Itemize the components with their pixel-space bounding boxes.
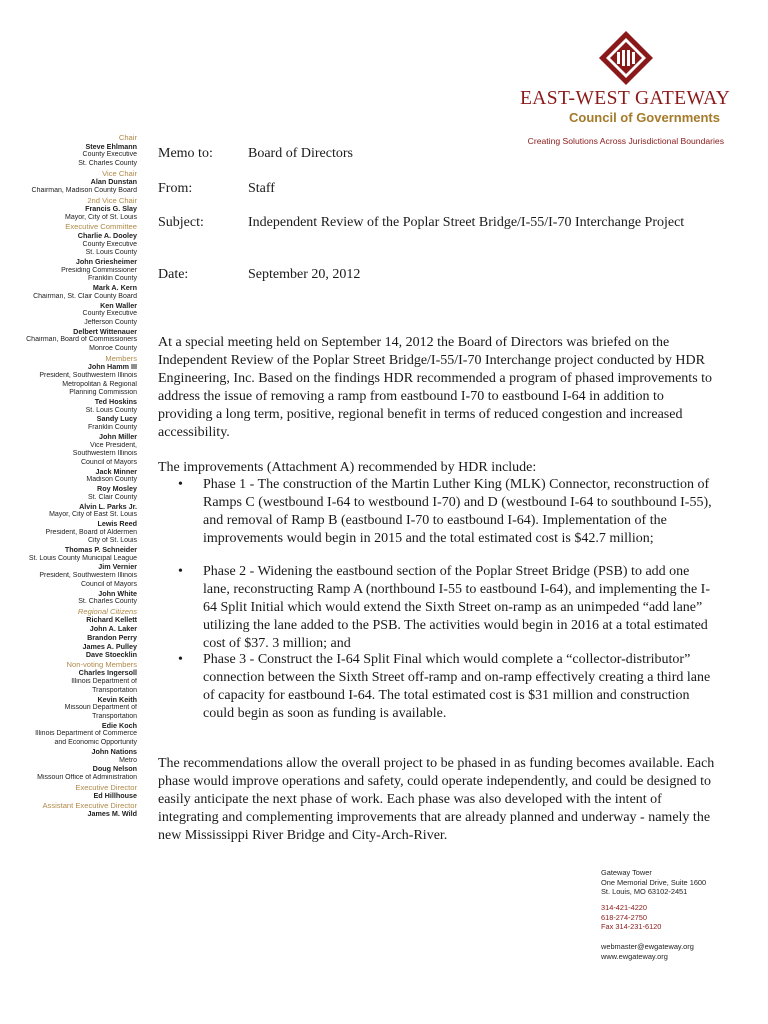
- roster-role: St. Louis County: [85, 249, 137, 257]
- roster-member-name: Mark A. Kern: [92, 284, 137, 293]
- contact-building: Gateway Tower: [601, 868, 652, 877]
- contact-fax: Fax 314-231-6120: [601, 922, 662, 932]
- roster-section-heading: Members: [105, 353, 137, 363]
- roster-role: Mayor, City of St. Louis: [65, 213, 137, 221]
- roster-role: Council of Mayors: [80, 459, 137, 466]
- roster-section-heading: Chair: [118, 133, 137, 142]
- contact-email-link[interactable]: webmaster@ewgateway.org: [601, 942, 694, 951]
- roster-role: St. Charles County: [78, 159, 137, 167]
- roster-role: Southwestern Illinois: [72, 450, 137, 458]
- roster-role: City of St. Louis: [87, 537, 137, 545]
- roster-role: Chairman, St. Clair County Board: [33, 292, 137, 300]
- roster-role: President, Southwestern Illinois: [39, 371, 137, 379]
- roster-role: Missouri Office of Administration: [37, 773, 137, 781]
- roster-role: Chairman, Board of Commissioners: [26, 336, 137, 344]
- roster-role: Mayor, City of East St. Louis: [49, 511, 137, 519]
- roster-section-heading: Executive Director: [75, 782, 137, 792]
- roster-member-name: Brandon Perry: [87, 633, 137, 642]
- roster-role: St. Charles County: [78, 598, 137, 606]
- memo-subject-label: Subject:: [158, 215, 204, 230]
- roster-member-name: John Nations: [91, 747, 137, 756]
- roster-member-name: John White: [98, 589, 137, 598]
- roster-section-heading: 2nd Vice Chair: [87, 195, 137, 205]
- roster-member-name: Ted Hoskins: [94, 398, 137, 407]
- roster-role: Monroe County: [89, 345, 137, 353]
- roster-member-name: Charles Ingersoll: [78, 669, 137, 678]
- roster-member-name: Charlie A. Dooley: [77, 231, 137, 240]
- roster-section-heading: Vice Chair: [102, 168, 137, 178]
- roster-role: Vice President,: [90, 441, 137, 449]
- roster-role: Transportation: [92, 712, 137, 720]
- roster-member-name: John Miller: [99, 432, 137, 441]
- roster-member-name: Alvin L. Parks Jr.: [79, 502, 137, 511]
- board-roster-sidebar: [0, 133, 137, 819]
- roster-role: County Executive: [82, 151, 137, 159]
- roster-role: St. Clair County: [87, 493, 137, 501]
- contact-web: [601, 942, 761, 961]
- memo-to-value: Board of Directors: [248, 146, 353, 161]
- roster-member-name: James M. Wild: [87, 810, 137, 819]
- phase-1-text: Phase 1 - The construction of the Martin Luther King (MLK) Connector, reconstruction of Ramps C (westbound I-64 to westbound I-70) and D (westbound I-64 to southbound I-55), and removal of Ramp B (eastbound I-70 to eastbound I-64). Implementation of the improvements would begin in 2015 and the total estimated cost is $42.7 million;: [203, 477, 712, 546]
- roster-member-name: Ken Waller: [100, 301, 137, 310]
- contact-phone-1: 314-421-4220: [601, 903, 648, 912]
- contact-phones: [601, 903, 761, 932]
- roster-member-name: Alan Dunstan: [90, 178, 137, 187]
- roster-member-name: Francis G. Slay: [85, 205, 137, 214]
- roster-role: Madison County: [86, 476, 137, 484]
- roster-role: Metro: [119, 756, 137, 764]
- roster-member-name: James A. Pulley: [82, 642, 137, 651]
- memo-date-label: Date:: [158, 267, 189, 282]
- memo-date-value: September 20, 2012: [248, 267, 361, 282]
- roster-member-name: Kevin Keith: [97, 695, 137, 704]
- body-paragraph-3: The recommendations allow the overall project to be phased in as funding becomes available. Each phase would improve operations and safety, could operate independently, and could be designed to easily anticipate the next phase of work. Each phase was also developed with the intent of integrating and complementing improvements that are already planned and underway - namely the new Mississippi River Bridge and City-Arch-River.: [158, 756, 715, 843]
- roster-member-name: Doug Nelson: [92, 765, 137, 774]
- roster-role: Metropolitan & Regional: [62, 380, 137, 388]
- roster-role: Presiding Commissioner: [61, 266, 137, 274]
- roster-member-name: Roy Mosley: [97, 485, 137, 494]
- roster-member-name: Jim Vernier: [98, 563, 137, 572]
- roster-role: Planning Commission: [69, 389, 137, 397]
- bullet-icon: •: [178, 652, 183, 667]
- roster-member-name: Lewis Reed: [97, 519, 137, 528]
- roster-role: Chairman, Madison County Board: [31, 186, 137, 194]
- roster-role: Illinois Department of: [71, 678, 137, 686]
- contact-address: [601, 868, 761, 897]
- roster-member-name: Jack Minner: [95, 467, 137, 476]
- roster-role: County Executive: [82, 240, 137, 248]
- contact-website-link[interactable]: www.ewgateway.org: [601, 951, 668, 961]
- roster-member-name: John Hamm III: [87, 363, 137, 372]
- roster-member-name: Sandy Lucy: [96, 415, 137, 424]
- memo-from-label: From:: [158, 181, 193, 196]
- contact-phone-2: 618-274-2750: [601, 912, 648, 922]
- phase-3-text: Phase 3 - Construct the I-64 Split Final which would complete a “collector-distributor” connection between the Sixth Street off-ramp and on-ramp effectively creating a third lane of capacity for eastbound I-64. The total estimated cost is $31 million and construction could begin as soon as funding is available.: [203, 652, 711, 721]
- roster-role: President, Southwestern Illinois: [39, 572, 137, 580]
- roster-role: Missouri Department of: [64, 704, 137, 712]
- roster-member-name: Dave Stoecklin: [85, 651, 137, 660]
- roster-member-name: John Griesheimer: [75, 258, 137, 267]
- roster-role: St. Louis County: [85, 406, 137, 414]
- roster-role: County Executive: [82, 310, 137, 318]
- org-subtitle: Council of Governments: [569, 110, 720, 125]
- memo-from-value: Staff: [248, 181, 275, 196]
- roster-role: Illinois Department of Commerce: [35, 730, 137, 738]
- roster-role: St. Louis County Municipal League: [28, 554, 137, 562]
- memo-subject-value: Independent Review of the Poplar Street Bridge/I-55/I-70 Interchange Project: [248, 215, 685, 230]
- roster-role: Franklin County: [87, 424, 137, 432]
- roster-member-name: Ed Hillhouse: [93, 792, 137, 801]
- roster-member-name: Delbert Wittenauer: [73, 327, 137, 336]
- roster-section-heading: Non-voting Members: [66, 659, 137, 669]
- roster-member-name: Thomas P. Schneider: [64, 546, 137, 555]
- body-paragraph-2: The improvements (Attachment A) recommended by HDR include:: [158, 460, 537, 475]
- contact-city: St. Louis, MO 63102-2451: [601, 887, 688, 897]
- bullet-icon: •: [178, 477, 183, 492]
- roster-role: Jefferson County: [84, 318, 137, 326]
- roster-role: and Economic Opportunity: [54, 739, 137, 747]
- roster-role: Council of Mayors: [80, 580, 137, 588]
- ewg-logo-icon: [598, 30, 654, 86]
- roster-member-name: John A. Laker: [89, 625, 137, 634]
- roster-section-heading: Assistant Executive Director: [42, 800, 137, 810]
- roster-section-heading: Regional Citizens: [77, 606, 137, 616]
- roster-section-heading: Executive Committee: [65, 222, 137, 232]
- org-name: EAST-WEST GATEWAY: [520, 88, 731, 109]
- roster-member-name: Steve Ehlmann: [85, 142, 137, 151]
- bullet-icon: •: [178, 564, 183, 579]
- roster-member-name: Richard Kellett: [86, 616, 137, 625]
- body-paragraph-1: At a special meeting held on September 14, 2012 the Board of Directors was briefed on the Independent Review of the Poplar Street Bridge/I-55/I-70 Interchange project conducted by HDR Engineering, Inc. Based on the findings HDR recommended a program of phased improvements to address the issue of removing a ramp from eastbound I-70 to eastbound I-64 in addition to providing a long term, positive, regional benefit in terms of reduced congestion and increased accessibility.: [158, 335, 713, 440]
- roster-role: President, Board of Aldermen: [45, 528, 137, 536]
- roster-role: Transportation: [92, 686, 137, 694]
- phase-2-text: Phase 2 - Widening the eastbound section of the Poplar Street Bridge (PSB) to add one lane, reconstructing Ramp A (northbound I-55 to eastbound I-64), and implementing the I-64 Split Initial which would extend the Sixth Street on-ramp as an unimpeded “add lane” utilizing the lane added to the PSB. The activities would begin in 2016 at a total estimated cost of $37. 3 million; and: [203, 564, 710, 651]
- contact-street: One Memorial Drive, Suite 1600: [601, 877, 707, 887]
- roster-member-name: Edie Koch: [101, 721, 137, 730]
- roster-role: Franklin County: [87, 275, 137, 283]
- org-tagline: Creating Solutions Across Jurisdictional Boundaries: [527, 136, 724, 146]
- memo-to-label: Memo to:: [158, 146, 213, 161]
